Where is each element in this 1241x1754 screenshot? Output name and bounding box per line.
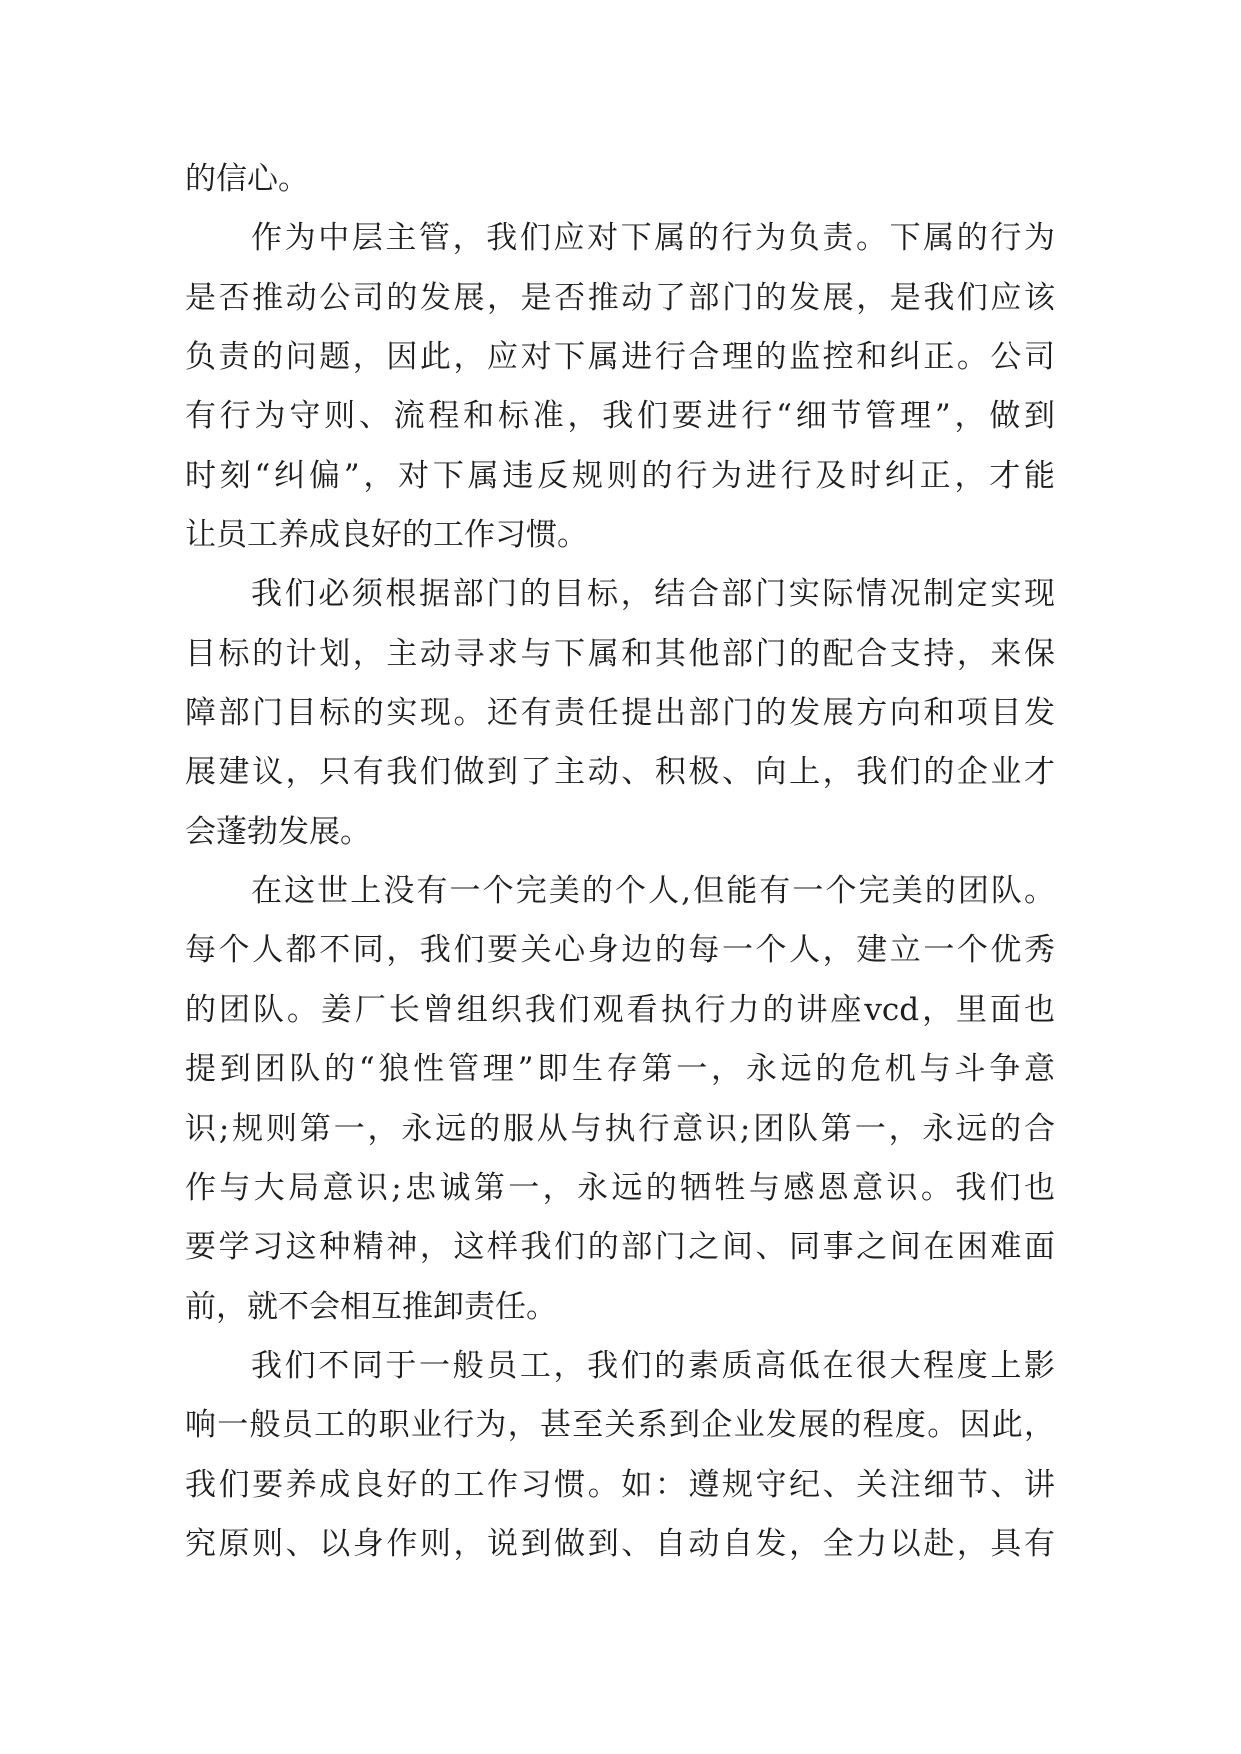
text-line: 的团队。姜厂长曾组织我们观看执行力的讲座vcd，里面也	[185, 991, 1055, 1028]
text-line: 的信心。	[185, 161, 309, 197]
body-text	[185, 150, 1055, 1574]
text-line: 目标的计划，主动寻求与下属和其他部门的配合支持，来保	[185, 635, 1055, 672]
paragraph-department-goals	[185, 565, 1055, 862]
text-line: 每个人都不同，我们要关心身边的每一个人，建立一个优秀	[185, 932, 1055, 969]
text-line: 时刻“纠偏”，对下属违反规则的行为进行及时纠正，才能	[185, 457, 1055, 494]
text-line: 前，就不会相互推卸责任。	[185, 1288, 557, 1325]
text-line: 在这世上没有一个完美的个人,但能有一个完美的团队。	[251, 873, 1055, 910]
text-line: 究原则、以身作则，说到做到、自动自发，全力以赴，具有	[185, 1525, 1055, 1562]
text-line: 我们要养成良好的工作习惯。如：遵规守纪、关注细节、讲	[185, 1466, 1055, 1503]
paragraph-team	[185, 862, 1055, 1337]
text-line: 让员工养成良好的工作习惯。	[185, 517, 588, 554]
text-line: 要学习这种精神，这样我们的部门之间、同事之间在困难面	[185, 1229, 1055, 1266]
paragraph-continuation	[185, 150, 1055, 209]
text-line: 提到团队的“狼性管理”即生存第一，永远的危机与斗争意	[185, 1051, 1055, 1088]
text-line: 展建议，只有我们做到了主动、积极、向上，我们的企业才	[185, 754, 1055, 791]
text-line: 响一般员工的职业行为，甚至关系到企业发展的程度。因此，	[185, 1407, 1055, 1444]
text-line: 识;规则第一，永远的服从与执行意识;团队第一，永远的合	[185, 1110, 1055, 1147]
paragraph-work-habits	[185, 1337, 1055, 1574]
text-line: 我们不同于一般员工，我们的素质高低在很大程度上影	[251, 1347, 1055, 1384]
text-line: 作为中层主管，我们应对下属的行为负责。下属的行为	[251, 220, 1055, 257]
text-line: 有行为守则、流程和标准，我们要进行“细节管理”，做到	[185, 398, 1055, 435]
text-line: 障部门目标的实现。还有责任提出部门的发展方向和项目发	[185, 695, 1055, 732]
paragraph-supervision	[185, 209, 1055, 565]
text-line: 是否推动公司的发展，是否推动了部门的发展，是我们应该	[185, 279, 1055, 316]
text-line: 我们必须根据部门的目标，结合部门实际情况制定实现	[251, 576, 1055, 613]
text-line: 负责的问题，因此，应对下属进行合理的监控和纠正。公司	[185, 339, 1055, 376]
text-line: 作与大局意识;忠诚第一，永远的牺牲与感恩意识。我们也	[185, 1169, 1055, 1206]
text-line: 会蓬勃发展。	[185, 813, 371, 850]
